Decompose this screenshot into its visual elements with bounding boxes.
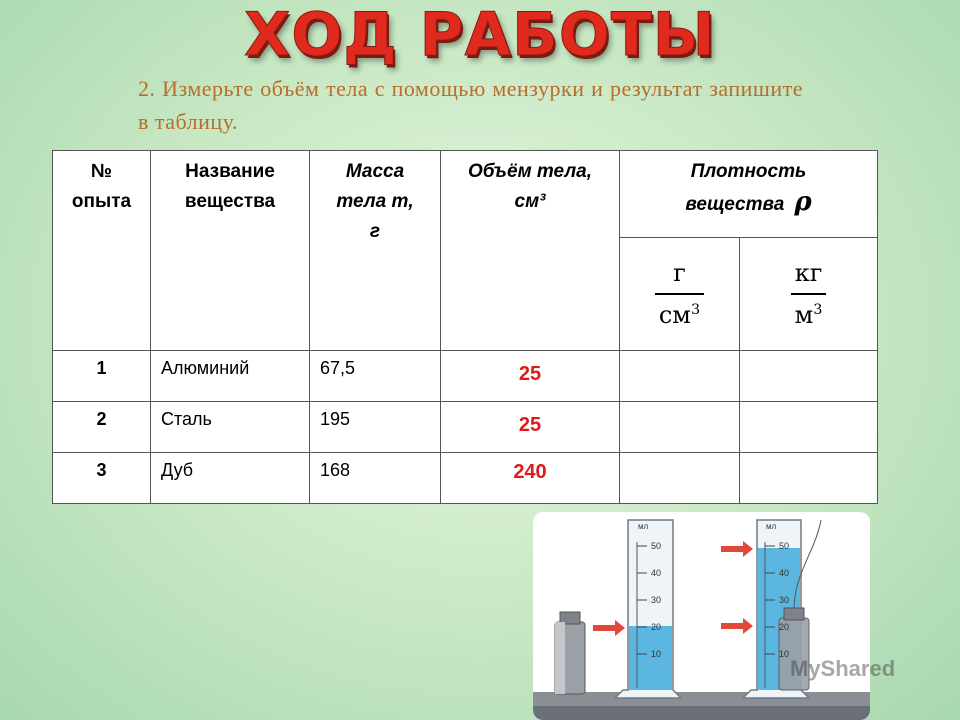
- scale-tick-label: 20: [651, 622, 662, 632]
- row-density-kg-m3: [740, 351, 878, 402]
- cylinder-before-icon: [615, 520, 681, 698]
- row-mass: 195: [310, 402, 441, 453]
- row-volume: 25: [441, 351, 620, 402]
- rho-symbol: ρ: [794, 187, 812, 217]
- unit-label: мл: [766, 522, 777, 531]
- row-substance: Алюминий: [151, 351, 310, 402]
- header-unit-kg-per-m3: [740, 238, 878, 351]
- row-mass: 168: [310, 453, 441, 504]
- slide-title: ХОД РАБОТЫ: [244, 0, 716, 70]
- row-substance: Сталь: [151, 402, 310, 453]
- watermark-logo: MyShared: [790, 656, 896, 681]
- row-density-g-cm3: [620, 402, 740, 453]
- unit-fraction-g-cm3: $\frac{г}{см^3}$: [655, 259, 704, 329]
- scale-tick-label: 40: [651, 568, 662, 578]
- unit-fraction-kg-m3: $\frac{кг}{м^3}$: [791, 259, 827, 329]
- row-number: 2: [53, 402, 151, 453]
- header-density: Плотность вещества ρ: [620, 151, 878, 238]
- header-volume: Объём тела, см³: [441, 151, 620, 351]
- task-instruction: 2. Измерьте объём тела с помощью мензурки и результат запишите в таблицу.: [138, 76, 803, 134]
- table-row: [53, 351, 878, 402]
- row-density-g-cm3: [620, 453, 740, 504]
- row-number: 1: [53, 351, 151, 402]
- row-mass: 67,5: [310, 351, 441, 402]
- row-number: 3: [53, 453, 151, 504]
- weight-icon: [555, 612, 585, 694]
- results-table: [52, 150, 878, 504]
- row-density-g-cm3: [620, 351, 740, 402]
- scale-tick-label: 20: [779, 622, 790, 632]
- scale-tick-label: 50: [779, 541, 790, 551]
- header-substance-name: Название вещества: [151, 151, 310, 351]
- scale-tick-label: 50: [651, 541, 662, 551]
- table-row: [53, 402, 878, 453]
- table-row: [53, 453, 878, 504]
- measuring-cylinder-illustration: [533, 512, 870, 720]
- scale-tick-label: 30: [779, 595, 790, 605]
- scale-tick-label: 30: [651, 595, 662, 605]
- scale-tick-label: 10: [651, 649, 662, 659]
- row-volume: 240: [441, 453, 620, 504]
- row-density-kg-m3: [740, 402, 878, 453]
- header-experiment-number: № опыта: [53, 151, 151, 351]
- scale-tick-label: 40: [779, 568, 790, 578]
- header-mass: Масса тела m, г: [310, 151, 441, 351]
- arrow-icon: [721, 618, 753, 634]
- scale-tick-label: 10: [779, 649, 790, 659]
- header-unit-g-per-cm3: [620, 238, 740, 351]
- unit-label: мл: [638, 522, 649, 531]
- row-substance: Дуб: [151, 453, 310, 504]
- arrow-icon: [721, 541, 753, 557]
- arrow-icon: [593, 620, 625, 636]
- row-density-kg-m3: [740, 453, 878, 504]
- row-volume: 25: [441, 402, 620, 453]
